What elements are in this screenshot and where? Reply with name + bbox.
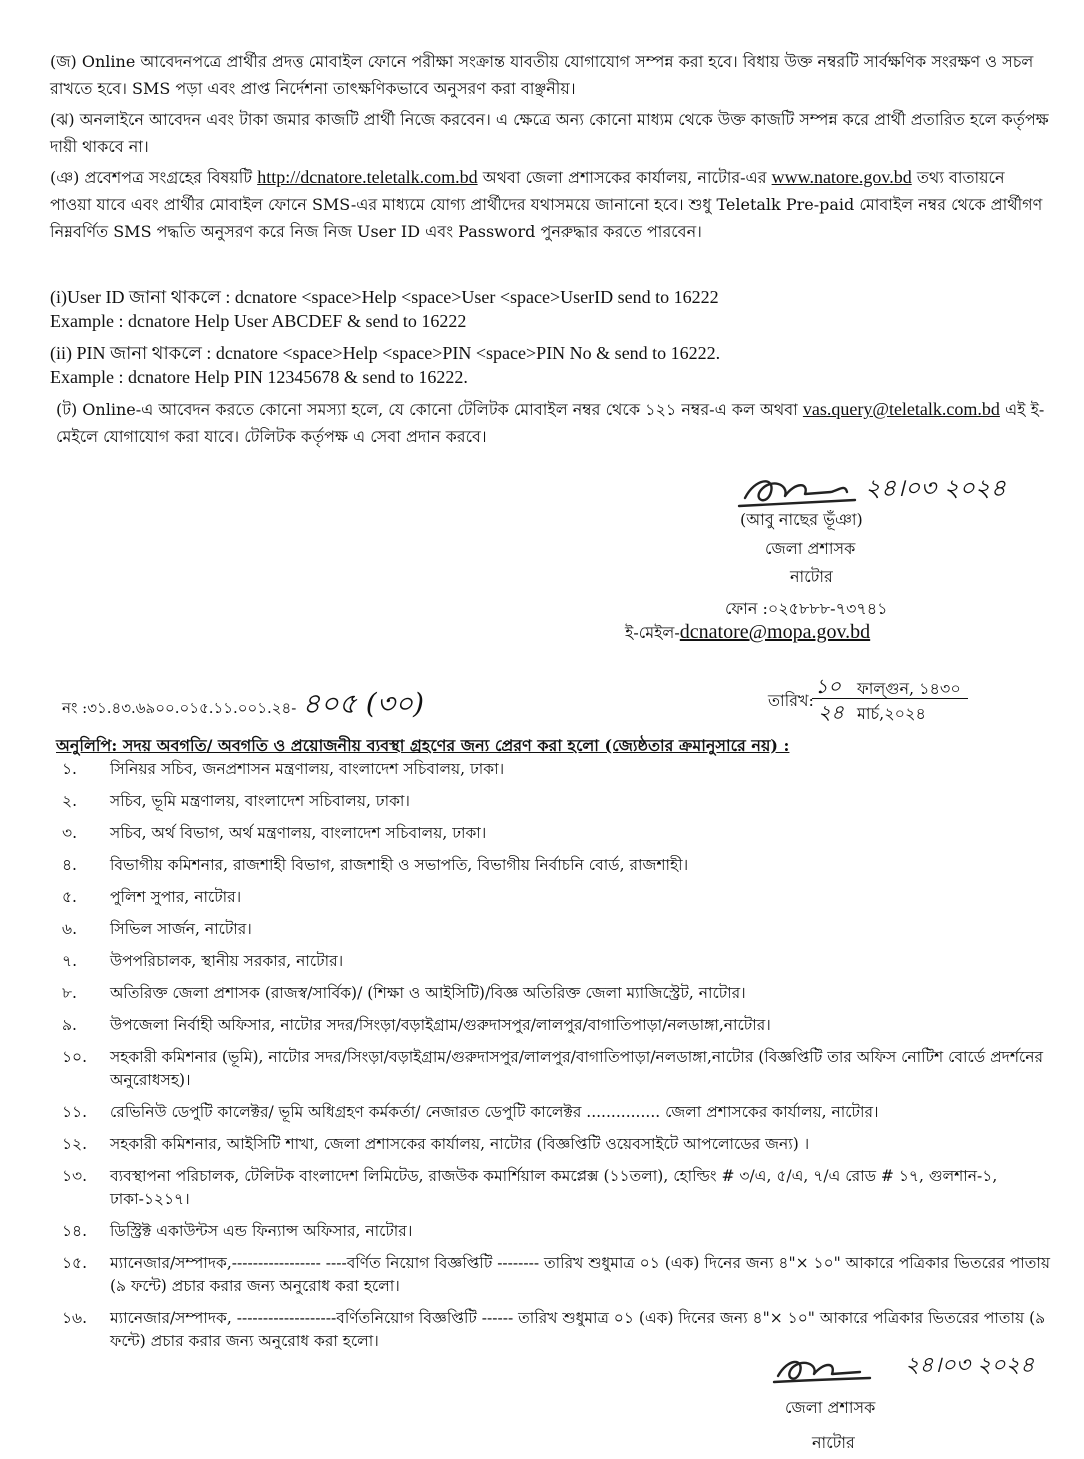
copy-list-item-text: ম্যানেজার/সম্পাদক,----------------- ----বর্ণিত নিয়োগ বিজ্ঞপ্তিটি -------- তারিখ শুধুমাত্র ০১ (এক) দিনের জন্য ৪"× ১০" আকারে পত্রিকার ভিতরের পাতায় (৯ ফন্টে) প্রচার করার জন্য অনুরোধ করা হলো। (110, 1254, 1051, 1295)
copy-list-item-number: ১০. (62, 1048, 88, 1066)
copy-list-item (62, 1165, 1052, 1211)
copy-list-item-number: ২. (62, 792, 78, 810)
sms-example-pin: Example : dcnatore Help PIN 12345678 & send to 16222. (50, 367, 468, 387)
signatory-place: নাটোর (790, 567, 833, 586)
copy-list-item (62, 758, 1052, 781)
paragraph-yn-middle: অথবা জেলা প্রশাসকের কার্যালয়, নাটোর-এর (477, 168, 772, 187)
copy-list-item (62, 950, 1052, 973)
copy-list-item-number: ১৫. (62, 1254, 88, 1272)
memo-reference-handwritten: ৪০৫ (৩০) (302, 687, 424, 720)
copy-list-item (62, 1133, 1052, 1156)
office-phone: ফোন :০২৫৮৮৮-৭৩৭৪১ (725, 599, 888, 618)
signature-date-handwritten-1: ২৪।০৩ ২০২৪ (865, 474, 1006, 502)
copy-list-item (62, 1252, 1052, 1298)
memo-date-label: তারিখ: (768, 691, 814, 710)
memo-reference (62, 682, 424, 729)
copy-list-item (62, 886, 1052, 909)
copy-list-item (62, 790, 1052, 813)
copy-list-item (62, 982, 1052, 1005)
paragraph-yn (50, 164, 1050, 245)
copy-list-item (62, 1220, 1052, 1243)
copy-list-item-number: ১. (62, 760, 77, 778)
sms-instruction-user-id: (i)User ID জানা থাকলে : dcnatore <space>Help <space>User <space>UserID send to 16222 (50, 287, 719, 307)
email-label: ই-মেইল- (625, 623, 680, 642)
copy-list-item (62, 854, 1052, 877)
copy-list-item-number: ১৬. (62, 1309, 88, 1327)
copy-list-item-text: সহকারী কমিশনার (ভূমি), নাটোর সদর/সিংড়া/বড়াইগ্রাম/গুরুদাসপুর/লালপুর/বাগাতিপাড়া/নলডাঙ্গা,নাটোর (বিজ্ঞপ্তিটি তার অফিস নোটিশ বোর্ডে প্রদর্শনের অনুরোধসহ)। (110, 1048, 1044, 1089)
copy-list-item-text: পুলিশ সুপার, নাটোর। (110, 888, 242, 906)
sms-instruction-pin: (ii) PIN জানা থাকলে : dcnatore <space>Help <space>PIN <space>PIN No & send to 16222. (50, 343, 721, 363)
copy-list-item-number: ৫. (62, 888, 77, 906)
copy-list-item-text: ডিস্ট্রিক্ট একাউন্টস এন্ড ফিন্যান্স অফিসার, নাটোর। (110, 1222, 413, 1240)
office-email-line (625, 620, 870, 647)
paragraph-j: (জ) Online আবেদনপত্রে প্রার্থীর প্রদত্ত মোবাইল ফোনে পরীক্ষা সংক্রান্ত যাবতীয় যোগাযোগ সম্পন্ন করা হবে। বিধায় উক্ত নম্বরটি সার্বক্ষণিক সংরক্ষণ ও সচল রাখতে হবে। SMS পড়া এবং প্রাপ্ত নির্দেশনা তাৎক্ষণিকভাবে অনুসরণ করা বাঞ্ছনীয়। (50, 52, 1034, 98)
copy-list-item-number: ১১. (62, 1103, 88, 1121)
copy-list-item-number: ৮. (62, 984, 77, 1002)
office-email-link[interactable]: dcnatore@mopa.gov.bd (679, 621, 871, 643)
copy-list-item-text: সচিব, ভূমি মন্ত্রণালয়, বাংলাদেশ সচিবালয়, ঢাকা। (110, 792, 410, 810)
paragraph-t-prefix: (ট) Online-এ আবেদন করতে কোনো সমস্যা হলে, যে কোনো টেলিটক মোবাইল নম্বর থেকে ১২১ নম্বর-এ কল অথবা (56, 400, 803, 419)
copy-list-item-number: ৯. (62, 1016, 77, 1034)
paragraph-t (56, 396, 1052, 450)
paragraph-jh: (ঝ) অনলাইনে আবেদন এবং টাকা জমার কাজটি প্রার্থী নিজে করবেন। এ ক্ষেত্রে অন্য কোনো মাধ্যম থেকে উক্ত কাজটি সম্পন্ন করে প্রার্থী প্রতারিত হলে কর্তৃপক্ষ দায়ী থাকবে না। (50, 110, 1049, 156)
copy-list-item (62, 1307, 1052, 1353)
copy-list-item-number: ৪. (62, 856, 77, 874)
signatory-title: জেলা প্রশাসক (765, 539, 856, 558)
copy-list-item-number: ৭. (62, 952, 78, 970)
copy-list-heading: অনুলিপি: সদয় অবগতি/ অবগতি ও প্রয়োজনীয় ব্যবস্থা গ্রহণের জন্য প্রেরণ করা হলো (জ্যেষ্ঠতার ক্রমানুসারে নয়) : (56, 736, 790, 755)
signatory-name: (আবু নাছের ভূঁঞা) (740, 510, 863, 529)
copy-list-item-text: অতিরিক্ত জেলা প্রশাসক (রাজস্ব/সার্বিক)/ (শিক্ষা ও আইসিটি)/বিজ্ঞ অতিরিক্ত জেলা ম্যাজিস্ট্রেট, নাটোর। (110, 984, 746, 1002)
teletalk-support-email-link[interactable]: vas.query@teletalk.com.bd (802, 399, 1000, 419)
copy-list-item-text: সচিব, অর্থ বিভাগ, অর্থ মন্ত্রণালয়, বাংলাদেশ সচিবালয়, ঢাকা। (110, 824, 487, 842)
memo-date-en-day: ২৪ (818, 700, 844, 724)
signatory-place-2: নাটোর (812, 1433, 855, 1452)
copy-list-item (62, 1046, 1052, 1092)
copy-list (62, 758, 1052, 1362)
copy-list-item (62, 1014, 1052, 1037)
signatory-title-2: জেলা প্রশাসক (785, 1398, 876, 1417)
signature-handwritten-2 (770, 1352, 890, 1396)
copy-list-item (62, 918, 1052, 941)
signature-scribble-2 (770, 1352, 890, 1392)
copy-list-item-number: ৩. (62, 824, 78, 842)
copy-list-item-text: বিভাগীয় কমিশনার, রাজশাহী বিভাগ, রাজশাহী ও সভাপতি, বিভাগীয় নির্বাচনি বোর্ড, রাজশাহী। (110, 856, 689, 874)
copy-list-item-text: উপপরিচালক, স্থানীয় সরকার, নাটোর। (110, 952, 344, 970)
paragraph-yn-suffix: তথ্য বাতায়নে পাওয়া যাবে এবং প্রার্থীর মোবাইল ফোনে SMS-এর মাধ্যমে যোগ্য প্রার্থীদের যথাসময়ে জানানো হবে। শুধু Teletalk Pre-paid মোবাইল নম্বর থেকে প্রার্থীগণ নিম্নবর্ণিত SMS পদ্ধতি অনুসরণ করে নিজ নিজ User ID এবং Password পুনরুদ্ধার করতে পারবেন। (50, 168, 1043, 241)
copy-list-item-text: রেভিনিউ ডেপুটি কালেক্টর/ ভূমি অধিগ্রহণ কর্মকর্তা/ নেজারত ডেপুটি কালেক্টর ............... জেলা প্রশাসকের কার্যালয়, নাটোর। (110, 1103, 879, 1121)
sms-example-user: Example : dcnatore Help User ABCDEF & send to 16222 (50, 311, 467, 331)
copy-list-item-number: ১২. (62, 1135, 88, 1153)
copy-list-item-number: ৬. (62, 920, 78, 938)
copy-list-item-number: ১৩. (62, 1167, 88, 1185)
copy-list-item-text: সিনিয়র সচিব, জনপ্রশাসন মন্ত্রণালয়, বাংলাদেশ সচিবালয়, ঢাকা। (110, 760, 505, 778)
copy-list-item-text: উপজেলা নির্বাহী অফিসার, নাটোর সদর/সিংড়া/বড়াইগ্রাম/গুরুদাসপুর/লালপুর/বাগাতিপাড়া/নলডাঙ্গা,নাটোর। (110, 1016, 771, 1034)
memo-reference-number: নং :৩১.৪৩.৬৯০০.০১৫.১১.০০১.২৪- (62, 699, 297, 717)
natore-gov-link[interactable]: www.natore.gov.bd (771, 167, 912, 187)
signature-date-handwritten-2: ২৪।০৩ ২০২৪ (905, 1353, 1035, 1378)
copy-list-item-number: ১৪. (62, 1222, 88, 1240)
copy-list-item-text: সহকারী কমিশনার, আইসিটি শাখা, জেলা প্রশাসকের কার্যালয়, নাটোর (বিজ্ঞপ্তিটি ওয়েবসাইটে আপলোডের জন্য) । (110, 1135, 810, 1153)
memo-date-bengali: ফাল্গুন, ১৪৩০ (857, 679, 961, 698)
copy-list-item-text: সিভিল সার্জন, নাটোর। (110, 920, 252, 938)
copy-list-item (62, 1101, 1052, 1124)
dcnatore-teletalk-link[interactable]: http://dcnatore.teletalk.com.bd (257, 167, 478, 187)
memo-date-gregorian: মার্চ,২০২৪ (857, 704, 926, 723)
copy-list-item-text: ম্যানেজার/সম্পাদক, -------------------বর্ণিতনিয়োগ বিজ্ঞপ্তিটি ------ তারিখ শুধুমাত্র ০১ (এক) দিনের জন্য ৪"× ১০" আকারে পত্রিকার ভিতরের পাতায় (৯ ফন্টে) প্রচার করার জন্য অনুরোধ করা হলো। (110, 1309, 1046, 1350)
memo-date-bn-day: ১০ (815, 674, 841, 698)
paragraph-yn-prefix: (ঞ) প্রবেশপত্র সংগ্রহের বিষয়টি (50, 168, 258, 187)
copy-list-item (62, 822, 1052, 845)
paragraph-t-suffix: এই ই-মেইলে যোগাযোগ করা যাবে। টেলিটক কর্তৃপক্ষ এ সেবা প্রদান করবে। (56, 400, 1045, 446)
copy-list-item-text: ব্যবস্থাপনা পরিচালক, টেলিটক বাংলাদেশ লিমিটেড, রাজউক কমার্শিয়াল কমপ্লেক্স (১১তলা), হোল্ডিং # ৩/এ, ৫/এ, ৭/এ রোড # ১৭, গুলশান-১, ঢাকা-১২১৭। (110, 1167, 998, 1208)
